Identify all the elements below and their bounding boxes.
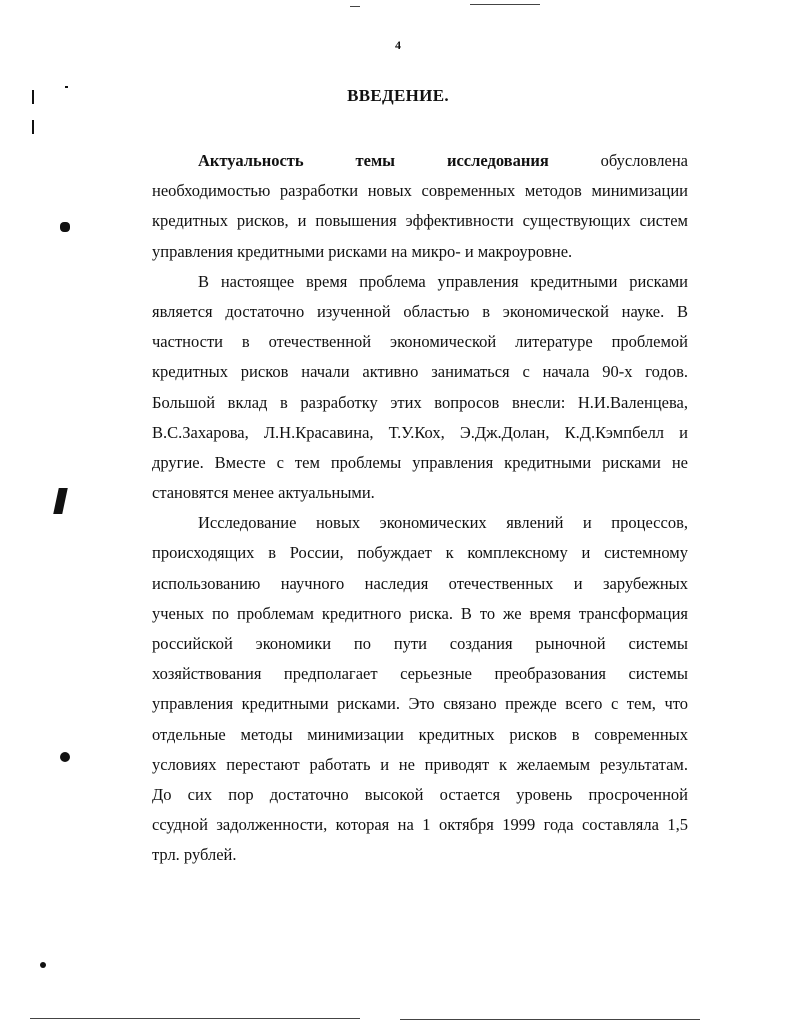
paragraph-3-line: ссудной задолженности, которая на 1 октября 1999 года составляла 1,5 [152,815,688,835]
paragraph-3-line: Исследование новых экономических явлений и процессов, [198,513,688,533]
scan-speck [60,752,70,762]
paragraph-3-line: условиях перестают работать и не приводят к желаемым результатам. [152,754,688,774]
paragraph-2-line: частности в отечественной экономической литературе проблемой [152,332,688,352]
paragraph-2-line: В.С.Захарова, Л.Н.Красавина, Т.У.Кох, Э.Дж.Долан, К.Д.Кэмпбелл и [152,422,688,442]
paragraph-2-line: другие. Вместе с тем проблемы управления кредитными рисками не [152,452,688,472]
heading-word-2: темы [355,151,396,170]
paragraph-3-line: ученых по проблемам кредитного риска. В то же время трансформация [152,603,688,623]
scan-edge-line-top [350,6,360,7]
scan-speck [32,120,34,134]
paragraph-1-line-1 [152,146,688,176]
paragraph-1-line: кредитных рисков, и повышения эффективности существующих систем [152,211,688,231]
paragraph-3-line: трл. рублей. [152,845,237,865]
paragraph-3-line: использованию научного наследия отечественных и зарубежных [152,573,688,593]
paragraph-3-line: хозяйствования предполагает серьезные преобразования системы [152,664,688,684]
paragraph-2-line: кредитных рисков начали активно заниматься с начала 90-х годов. [152,362,688,382]
scan-edge-line-top [470,4,540,5]
paragraph-3-line: управления кредитными рисками. Это связано прежде всего с тем, что [152,694,688,714]
paragraph-3-line: происходящих в России, побуждает к комплексному и системному [152,543,688,563]
document-body [152,146,688,871]
scan-edge-line-bottom [400,1019,700,1020]
scan-speck [65,86,68,88]
paragraph-3-line: отдельные методы минимизации кредитных рисков в современных [152,724,688,744]
paragraph-2-line: Большой вклад в разработку этих вопросов внесли: Н.И.Валенцева, [152,392,688,412]
page-title: ВВЕДЕНИЕ. [347,86,449,105]
scan-speck [60,222,70,232]
scan-speck [53,488,68,514]
scan-edge-line-bottom [30,1018,360,1019]
heading-word-3: исследования [446,151,549,170]
paragraph-1-line: управления кредитными рисками на микро- и макроуровне. [152,241,573,261]
heading-word-1: Актуальность [198,151,304,170]
paragraph-1-line: необходимостью разработки новых современных методов минимизации [152,181,688,201]
scan-speck [40,962,46,968]
paragraph-3-line: До сих пор достаточно высокой остается уровень просроченной [152,784,688,804]
paragraph-2-line: В настоящее время проблема управления кредитными рисками [198,271,688,291]
paragraph-2-line: становятся менее актуальными. [152,483,375,503]
paragraph-3-line: российской экономики по пути создания рыночной системы [152,634,688,653]
page-number: 4 [395,38,401,52]
paragraph-2-line: является достаточно изученной областью в экономической науке. В [152,301,688,321]
paragraph-1-line-1-rest: обусловлена [600,151,688,170]
scan-speck [32,90,34,104]
